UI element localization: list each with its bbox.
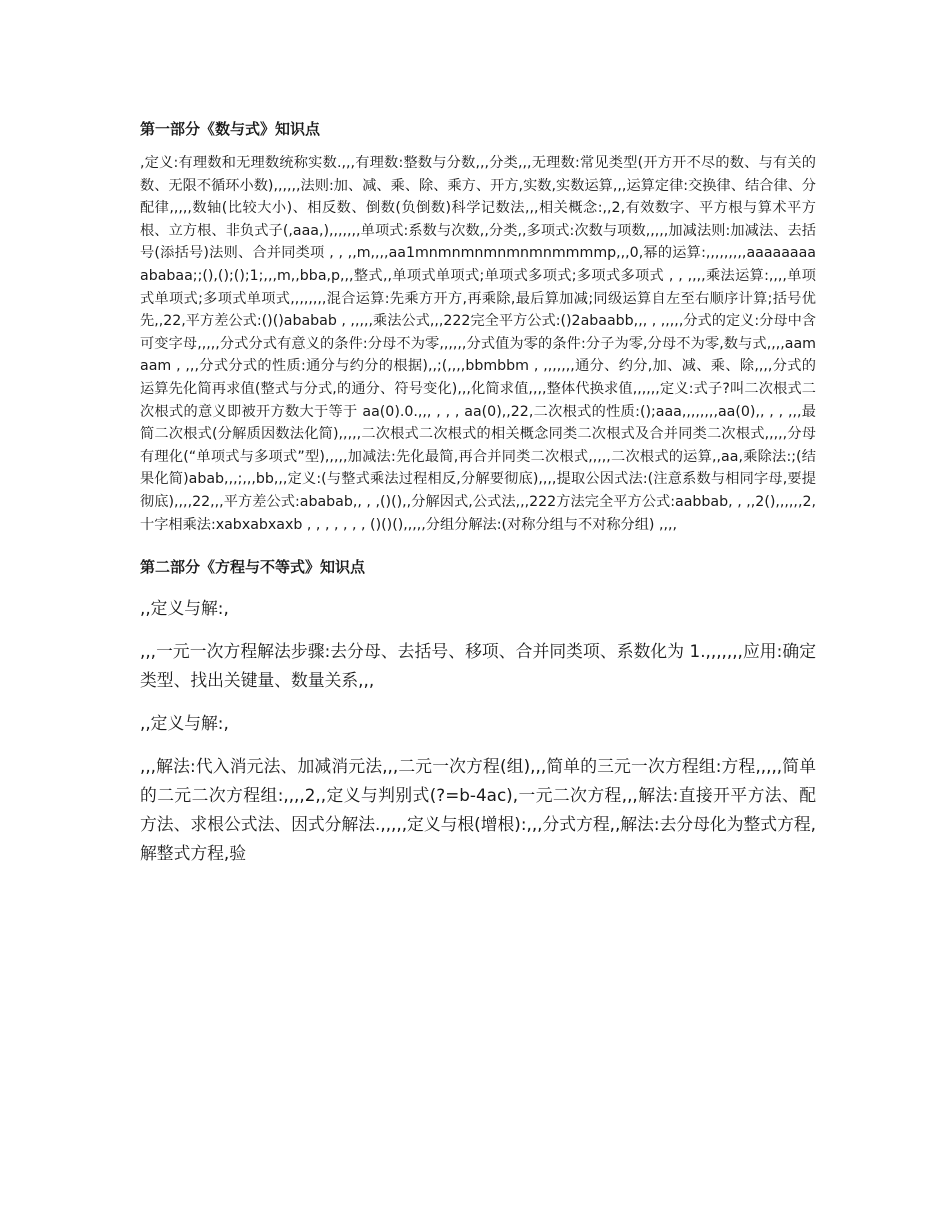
document-body [140, 118, 816, 868]
paragraph-linear-equation-definition: ,,定义与解:, [140, 598, 229, 619]
paragraph-system-definition: ,,定义与解:, [140, 713, 229, 734]
section-heading-number-and-expression: 第一部分《数与式》知识点 [140, 120, 321, 138]
paragraph-system-solution: ,,,解法:代入消元法、加减消元法,,,二元一次方程(组),,,简单的三元一次方程组:方程,,,,,简单的二元二次方程组:,,,,2,,定义与判别式(?=b-4ac),一元二次方程,,,解法:直接开平方法、配方法、求根公式法、因式分解法.,,,,,定义与根(增根):,,,分式方程,,解法:去分母化为整式方程,解整式方程,验 [140, 756, 816, 864]
paragraph-number-and-expression: ,定义:有理数和无理数统称实数.,,,有理数:整数与分数,,,分类,,,无理数:常见类型(开方开不尽的数、与有关的数、无限不循环小数),,,,,,法则:加、减、乘、除、乘方、开方,实数,实数运算,,,运算定律:交换律、结合律、分配律,,,,,数轴(比较大小)、相反数、倒数(负倒数)科学记数法,,,相关概念:,,2,有效数字、平方根与算术平方根、立方根、非负式子(,aaa,),,,,,,,单项式:系数与次数,,分类,,多项式:次数与项数,,,,,加减法则:加减法、去括号(添括号)法则、合并同类项 , , ,,m,,,,aa1mnmnmnmnmnmnmmmmp,,,0,幂的运算:,,,,,,,,,aaaaaaaaababaa;;(),();();1;,,,m,,bba,p,,,整式,,单项式单项式;单项式多项式;多项式多项式 , , ,,,,乘法运算:,,,,单项式单项式;多项式单项式,,,,,,,,混合运算:先乘方开方,再乘除,最后算加减;同级运算自左至右顺序计算;括号优先,,22,平方差公式:()()ababab , ,,,,,乘法公式,,,222完全平方公式:()2abaabb,,, , ,,,,,分式的定义:分母中含可变字母,,,,,分式分式有意义的条件:分母不为零,,,,,,分式值为零的条件:分子为零,分母不为零,数与式,,,,aamaam , ,,,分式分式的性质:通分与约分的根据),,;(,,,,bbmbbm , ,,,,,,,通分、约分,加、减、乘、除,,,,分式的运算先化简再求值(整式与分式,的通分、符号变化),,,化简求值,,,,整体代换求值,,,,,,定义:式子?叫二次根式二次根式的意义即被开方数大于等于 aa(0).0.,,, , , , aa(0),,22,二次根式的性质:();aaa,,,,,,,,aa(0),, , , ,,,最简二次根式(分解质因数法化简),,,,,二次根式二次根式的相关概念同类二次根式及合并同类二次根式,,,,,分母有理化(“单项式与多项式”型),,,,,加减法:先化最简,再合并同类二次根式,,,,,二次根式的运算,,aa,乘除法:;(结果化简)abab,,,;,,,bb,,,定义:(与整式乘法过程相反,分解要彻底),,,,提取公因式法:(注意系数与相同字母,要提彻底),,,,22,,,平方差公式:ababab,, , ,()(),,分解因式,公式法,,,222方法完全平方公式:aabbab, , ,,2(),,,,,,2,十字相乘法:xabxabxaxb , , , , , , , ()()(),,,,,分组分解法:(对称分组与不对称分组) ,,,, [140, 155, 816, 533]
section-heading-equation-and-inequality: 第二部分《方程与不等式》知识点 [140, 558, 366, 577]
paragraph-linear-equation-solution: ,,,一元一次方程解法步骤:去分母、去括号、移项、合并同类项、系数化为 1.,,,,,,,应用:确定类型、找出关键量、数量关系,,, [140, 641, 816, 691]
